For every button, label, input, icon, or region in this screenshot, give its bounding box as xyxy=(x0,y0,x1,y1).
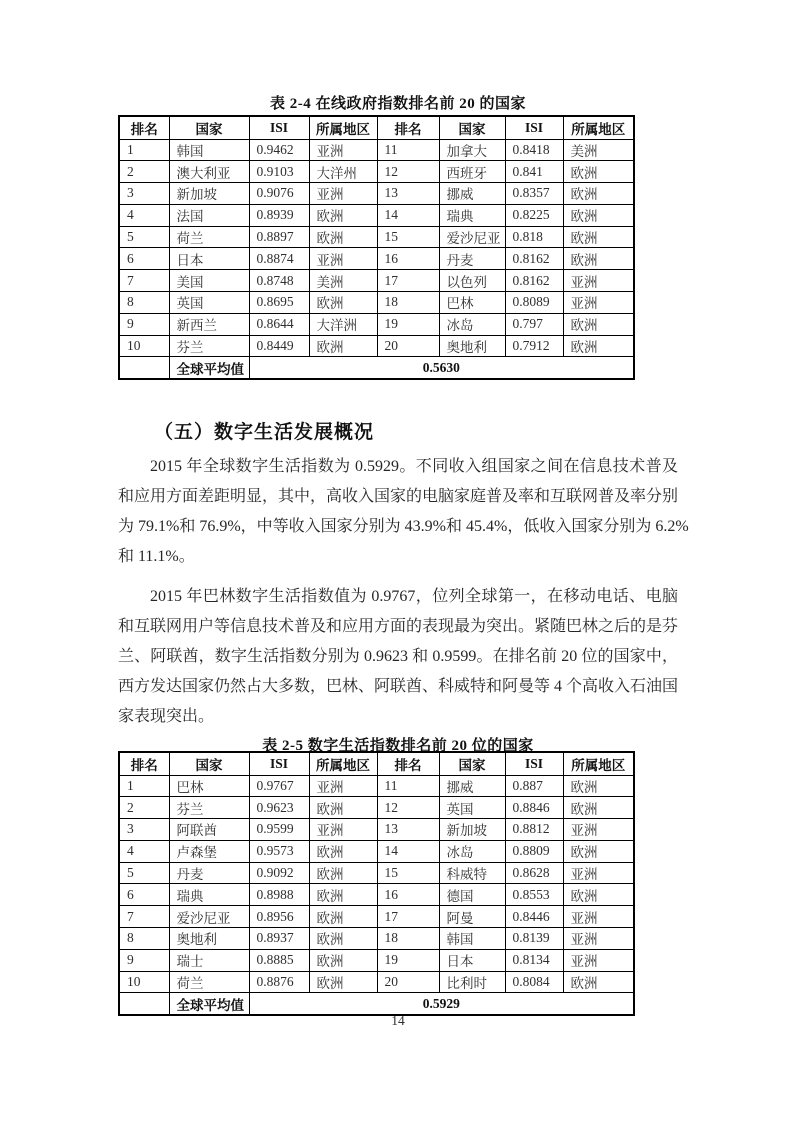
table-cell: 17 xyxy=(377,270,439,292)
table-cell: 冰岛 xyxy=(439,840,505,862)
table-cell: 0.9076 xyxy=(249,183,309,205)
table-cell: 以色列 xyxy=(439,270,505,292)
table-cell: 芬兰 xyxy=(169,335,249,357)
table-cell: 澳大利亚 xyxy=(169,161,249,183)
table-cell: 大洋洲 xyxy=(309,313,377,335)
table-row xyxy=(119,906,634,928)
table-cell: 18 xyxy=(377,928,439,950)
table-cell: 丹麦 xyxy=(169,862,249,884)
table-cell: 欧洲 xyxy=(309,906,377,928)
table-cell: 亚洲 xyxy=(309,139,377,161)
table-cell: 0.8644 xyxy=(249,313,309,335)
table-cell: 3 xyxy=(119,183,169,205)
table-cell: 亚洲 xyxy=(563,862,634,884)
header-row xyxy=(119,752,634,775)
column-header: ISI xyxy=(505,752,563,775)
column-header: 所属地区 xyxy=(563,116,634,139)
table-cell: 冰岛 xyxy=(439,313,505,335)
table-cell: 大洋州 xyxy=(309,161,377,183)
table-cell: 0.9092 xyxy=(249,862,309,884)
table-cell: 20 xyxy=(377,335,439,357)
table-cell: 7 xyxy=(119,906,169,928)
table-cell: 5 xyxy=(119,862,169,884)
table-cell: 1 xyxy=(119,775,169,797)
table-cell: 新加坡 xyxy=(169,183,249,205)
table-cell: 欧洲 xyxy=(309,949,377,971)
table-cell: 美洲 xyxy=(563,139,634,161)
table-cell: 0.7912 xyxy=(505,335,563,357)
table-cell: 奥地利 xyxy=(169,928,249,950)
table-cell: 0.841 xyxy=(505,161,563,183)
table-cell: 0.887 xyxy=(505,775,563,797)
table-cell: 亚洲 xyxy=(563,906,634,928)
table-cell: 0.8139 xyxy=(505,928,563,950)
digital-life-index-table xyxy=(118,751,635,1016)
table-row xyxy=(119,819,634,841)
column-header: 国家 xyxy=(169,116,249,139)
global-average-label: 全球平均值 xyxy=(169,357,249,379)
table-cell: 17 xyxy=(377,906,439,928)
table-row xyxy=(119,313,634,335)
column-header: ISI xyxy=(505,116,563,139)
table-cell: 新加坡 xyxy=(439,819,505,841)
column-header: 排名 xyxy=(377,752,439,775)
table-cell: 3 xyxy=(119,819,169,841)
table-cell: 芬兰 xyxy=(169,797,249,819)
table-cell: 10 xyxy=(119,971,169,993)
table-cell: 0.797 xyxy=(505,313,563,335)
table-cell: 16 xyxy=(377,248,439,270)
table-cell: 8 xyxy=(119,292,169,314)
paragraph-line: 和 11.1%。 xyxy=(118,548,195,565)
online-government-index-table xyxy=(118,115,635,380)
table-cell: 巴林 xyxy=(169,775,249,797)
table-cell: 韩国 xyxy=(169,139,249,161)
table-cell: 11 xyxy=(377,139,439,161)
table-row xyxy=(119,204,634,226)
table-row xyxy=(119,248,634,270)
table-cell: 亚洲 xyxy=(563,928,634,950)
table-cell: 16 xyxy=(377,884,439,906)
table-cell: 13 xyxy=(377,183,439,205)
page-number: 14 xyxy=(391,1013,405,1028)
table-cell: 英国 xyxy=(169,292,249,314)
table-cell: 0.9623 xyxy=(249,797,309,819)
table-row xyxy=(119,226,634,248)
header-row xyxy=(119,116,634,139)
table-cell: 荷兰 xyxy=(169,226,249,248)
table-cell: 日本 xyxy=(439,949,505,971)
global-average-label: 全球平均值 xyxy=(169,993,249,1015)
paragraph-line: 为 79.1%和 76.9%，中等收入国家分别为 43.9%和 45.4%，低收入国家分别为 6.2% xyxy=(118,518,689,535)
table-cell: 欧洲 xyxy=(563,248,634,270)
table-cell: 瑞士 xyxy=(169,949,249,971)
paragraph-line: 和应用方面差距明显，其中，高收入国家的电脑家庭普及率和互联网普及率分别 xyxy=(118,488,679,505)
table-row xyxy=(119,270,634,292)
column-header: 排名 xyxy=(377,116,439,139)
table-cell: 0.8956 xyxy=(249,906,309,928)
table-cell: 日本 xyxy=(169,248,249,270)
table-cell: 14 xyxy=(377,840,439,862)
table-cell: 亚洲 xyxy=(309,819,377,841)
column-header: 国家 xyxy=(439,752,505,775)
table-cell: 欧洲 xyxy=(309,797,377,819)
table-cell: 14 xyxy=(377,204,439,226)
table-cell: 亚洲 xyxy=(309,775,377,797)
table-cell: 卢森堡 xyxy=(169,840,249,862)
paragraph-1 xyxy=(118,452,689,572)
column-header: 排名 xyxy=(119,752,169,775)
table-cell: 爱沙尼亚 xyxy=(439,226,505,248)
table-cell: 美国 xyxy=(169,270,249,292)
global-average-value: 0.5929 xyxy=(249,993,634,1015)
column-header: 排名 xyxy=(119,116,169,139)
table-row xyxy=(119,139,634,161)
paragraph-line: 2015 年全球数字生活指数为 0.5929。不同收入组国家之间在信息技术普及 xyxy=(150,458,678,475)
table-cell: 欧洲 xyxy=(563,971,634,993)
table-cell: 瑞典 xyxy=(439,204,505,226)
table-cell: 2 xyxy=(119,797,169,819)
table-cell: 18 xyxy=(377,292,439,314)
table-cell: 0.8897 xyxy=(249,226,309,248)
paragraph-line: 西方发达国家仍然占大多数，巴林、阿联酋、科威特和阿曼等 4 个高收入石油国 xyxy=(118,678,679,695)
table-cell: 欧洲 xyxy=(563,840,634,862)
table-cell: 欧洲 xyxy=(309,971,377,993)
table-cell: 12 xyxy=(377,161,439,183)
table-cell: 7 xyxy=(119,270,169,292)
table-cell xyxy=(119,357,169,379)
table-cell: 19 xyxy=(377,313,439,335)
table-cell: 9 xyxy=(119,313,169,335)
table-cell: 奥地利 xyxy=(439,335,505,357)
table-cell: 0.8446 xyxy=(505,906,563,928)
table-cell: 0.8748 xyxy=(249,270,309,292)
table-cell: 欧洲 xyxy=(309,335,377,357)
table-cell: 欧洲 xyxy=(563,204,634,226)
table-cell xyxy=(119,993,169,1015)
table-cell: 欧洲 xyxy=(563,313,634,335)
table-cell: 韩国 xyxy=(439,928,505,950)
table-cell: 0.8988 xyxy=(249,884,309,906)
table-cell: 法国 xyxy=(169,204,249,226)
table-cell: 0.9599 xyxy=(249,819,309,841)
table-cell: 15 xyxy=(377,862,439,884)
table-cell: 0.9103 xyxy=(249,161,309,183)
table-cell: 巴林 xyxy=(439,292,505,314)
table-cell: 0.8162 xyxy=(505,248,563,270)
table-row xyxy=(119,971,634,993)
table-cell: 0.8812 xyxy=(505,819,563,841)
global-average-row xyxy=(119,993,634,1015)
table-cell: 德国 xyxy=(439,884,505,906)
paragraph-2 xyxy=(118,582,678,732)
table-cell: 12 xyxy=(377,797,439,819)
table-cell: 20 xyxy=(377,971,439,993)
table-cell: 0.8885 xyxy=(249,949,309,971)
table-cell: 0.8939 xyxy=(249,204,309,226)
table-cell: 挪威 xyxy=(439,183,505,205)
table-cell: 欧洲 xyxy=(309,884,377,906)
table-cell: 0.8553 xyxy=(505,884,563,906)
table-cell: 9 xyxy=(119,949,169,971)
table-row xyxy=(119,949,634,971)
table-cell: 欧洲 xyxy=(309,292,377,314)
table-cell: 0.8357 xyxy=(505,183,563,205)
table-cell: 亚洲 xyxy=(309,183,377,205)
paragraph-line: 家表现突出。 xyxy=(118,708,215,725)
table-cell: 西班牙 xyxy=(439,161,505,183)
table-row xyxy=(119,183,634,205)
column-header: 国家 xyxy=(439,116,505,139)
table-cell: 0.8937 xyxy=(249,928,309,950)
table-row xyxy=(119,335,634,357)
table-cell: 6 xyxy=(119,248,169,270)
table-cell: 新西兰 xyxy=(169,313,249,335)
column-header: 所属地区 xyxy=(309,752,377,775)
table-cell: 亚洲 xyxy=(309,248,377,270)
table-cell: 0.8695 xyxy=(249,292,309,314)
table-cell: 亚洲 xyxy=(563,292,634,314)
paragraph-line: 兰、阿联酋，数字生活指数分别为 0.9623 和 0.9599。在排名前 20 位的国家中， xyxy=(118,648,678,665)
table-cell: 美洲 xyxy=(309,270,377,292)
table-row xyxy=(119,928,634,950)
table-cell: 欧洲 xyxy=(309,928,377,950)
table-cell: 4 xyxy=(119,204,169,226)
table-row xyxy=(119,862,634,884)
table2-caption: 表 2-5 数字生活指数排名前 20 位的国家 xyxy=(262,738,534,754)
table-cell: 欧洲 xyxy=(309,226,377,248)
table-cell: 0.8449 xyxy=(249,335,309,357)
table-row xyxy=(119,797,634,819)
table-cell: 阿曼 xyxy=(439,906,505,928)
table-row xyxy=(119,161,634,183)
table-cell: 欧洲 xyxy=(309,862,377,884)
table-cell: 比利时 xyxy=(439,971,505,993)
table-cell: 欧洲 xyxy=(563,335,634,357)
column-header: 所属地区 xyxy=(563,752,634,775)
table-cell: 11 xyxy=(377,775,439,797)
table-cell: 0.9767 xyxy=(249,775,309,797)
table-cell: 阿联酋 xyxy=(169,819,249,841)
table-cell: 欧洲 xyxy=(309,204,377,226)
table-cell: 欧洲 xyxy=(563,226,634,248)
table-cell: 瑞典 xyxy=(169,884,249,906)
table-cell: 5 xyxy=(119,226,169,248)
table-cell: 0.8846 xyxy=(505,797,563,819)
table-cell: 0.8162 xyxy=(505,270,563,292)
table-row xyxy=(119,840,634,862)
table-cell: 欧洲 xyxy=(563,884,634,906)
column-header: 国家 xyxy=(169,752,249,775)
table-cell: 6 xyxy=(119,884,169,906)
table-cell: 挪威 xyxy=(439,775,505,797)
table-cell: 欧洲 xyxy=(563,161,634,183)
table-cell: 0.8225 xyxy=(505,204,563,226)
column-header: 所属地区 xyxy=(309,116,377,139)
section-heading: （五）数字生活发展概况 xyxy=(154,422,375,443)
table-cell: 爱沙尼亚 xyxy=(169,906,249,928)
column-header: ISI xyxy=(249,752,309,775)
table-cell: 欧洲 xyxy=(563,775,634,797)
table-cell: 15 xyxy=(377,226,439,248)
table-row xyxy=(119,775,634,797)
table-cell: 0.8089 xyxy=(505,292,563,314)
table-cell: 0.8084 xyxy=(505,971,563,993)
table1-caption: 表 2-4 在线政府指数排名前 20 的国家 xyxy=(270,96,526,112)
table-cell: 1 xyxy=(119,139,169,161)
table-cell: 荷兰 xyxy=(169,971,249,993)
table-cell: 13 xyxy=(377,819,439,841)
table-cell: 英国 xyxy=(439,797,505,819)
table-row xyxy=(119,884,634,906)
table-cell: 4 xyxy=(119,840,169,862)
column-header: ISI xyxy=(249,116,309,139)
table-cell: 亚洲 xyxy=(563,270,634,292)
table-cell: 2 xyxy=(119,161,169,183)
table-cell: 丹麦 xyxy=(439,248,505,270)
table-cell: 亚洲 xyxy=(563,819,634,841)
table-cell: 科威特 xyxy=(439,862,505,884)
table-cell: 0.8418 xyxy=(505,139,563,161)
table-cell: 欧洲 xyxy=(563,183,634,205)
table-cell: 加拿大 xyxy=(439,139,505,161)
table-cell: 0.8809 xyxy=(505,840,563,862)
table-cell: 0.8628 xyxy=(505,862,563,884)
table-cell: 8 xyxy=(119,928,169,950)
table-cell: 亚洲 xyxy=(563,949,634,971)
paragraph-line: 和互联网用户等信息技术普及和应用方面的表现最为突出。紧随巴林之后的是芬 xyxy=(118,618,679,635)
table-cell: 10 xyxy=(119,335,169,357)
paragraph-line: 2015 年巴林数字生活指数值为 0.9767，位列全球第一，在移动电话、电脑 xyxy=(150,588,678,605)
table-row xyxy=(119,292,634,314)
global-average-value: 0.5630 xyxy=(249,357,634,379)
table-cell: 0.9462 xyxy=(249,139,309,161)
table-cell: 0.8876 xyxy=(249,971,309,993)
table-cell: 欧洲 xyxy=(563,797,634,819)
table-cell: 0.818 xyxy=(505,226,563,248)
table-cell: 0.8134 xyxy=(505,949,563,971)
table-cell: 0.9573 xyxy=(249,840,309,862)
table-cell: 0.8874 xyxy=(249,248,309,270)
table-cell: 19 xyxy=(377,949,439,971)
table-cell: 欧洲 xyxy=(309,840,377,862)
global-average-row xyxy=(119,357,634,379)
